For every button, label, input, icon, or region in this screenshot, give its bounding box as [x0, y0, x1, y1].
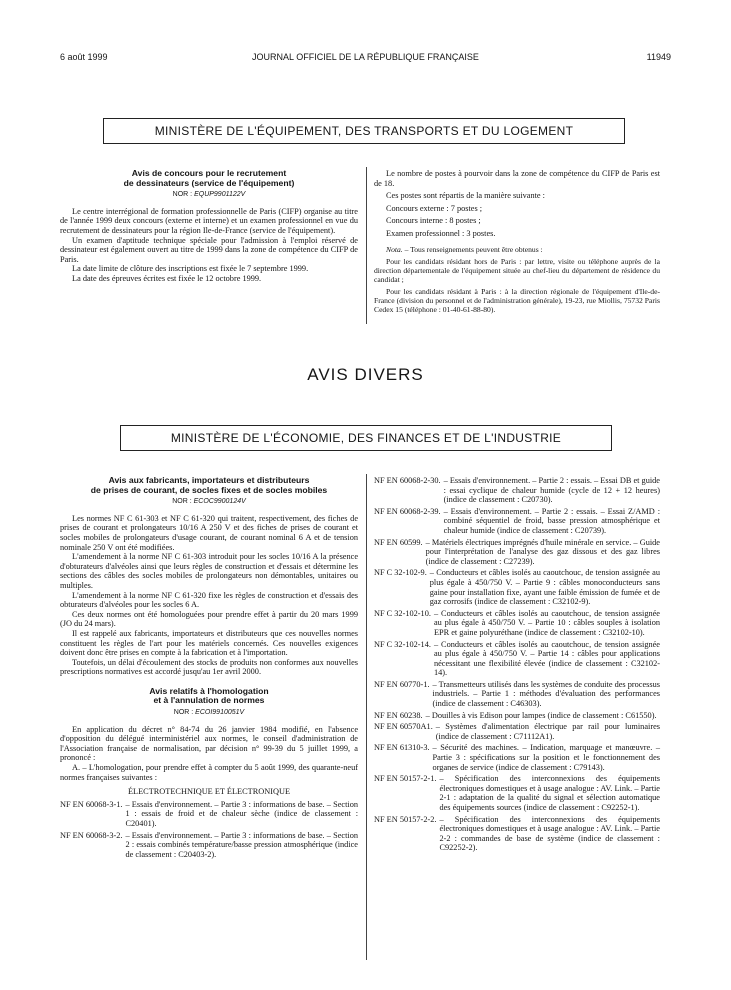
norm-description: – Sécurité des machines. – Indication, marquage et manœuvre. – Partie 3 : spécifications sur la position et le fonctionnement des organes de service (indice de classement : C79143). [432, 743, 660, 772]
norm-code: NF C 32-102-10. [374, 608, 431, 618]
left-column-lower [60, 476, 358, 861]
norm-code: NF EN 60068-2-39. [374, 506, 441, 516]
ministry-heading-equipement: MINISTÈRE DE L'ÉQUIPEMENT, DES TRANSPORTS ET DU LOGEMENT [103, 118, 625, 144]
norm-code: NF C 32-102-14. [374, 639, 431, 649]
norm-entry [374, 568, 660, 606]
norm-code: NF EN 60599. [374, 537, 423, 547]
norms-section-heading: ÉLECTROTECHNIQUE ET ÉLECTRONIQUE [127, 787, 291, 797]
paragraph: L'amendement à la norme NF C 61-303 introduit pour les socles 10/16 A la présence d'obturateurs d'alvéoles ainsi que leurs règles de construction et d'essais et détermine les sections des câbles des socles mobiles de prolongateurs non démontables, unitaires ou multiples. [60, 552, 358, 590]
norm-entry [374, 774, 660, 812]
norm-code: NF EN 60770-1. [374, 679, 430, 689]
note-line: Nota. – Tous renseignements peuvent être obtenus : [386, 244, 543, 254]
paragraph: Le nombre de postes à pourvoir dans la zone de compétence du CIFP de Paris est de 18. [374, 169, 660, 188]
norm-description: – Transmetteurs utilisés dans les systèmes de conduite des processus industriels. – Partie 1 : méthodes d'évaluation des performances (indice de classement : C46303). [432, 679, 660, 709]
norm-entry [374, 815, 660, 853]
norm-code: NF EN 50157-2-1. [374, 774, 437, 784]
norm-code: NF EN 60068-3-2. [60, 830, 123, 840]
norms-list-left [60, 800, 358, 860]
paragraph: Un examen d'aptitude technique spéciale pour l'admission à l'emploi réservé de dessinateur est également ouvert au titre de 1999 dans la zone de compétence du CIFP de Paris. [60, 235, 358, 264]
norm-entry [374, 609, 660, 638]
norm-description: – Spécification des interconnexions des équipements électroniques domestiques et à usage analogue : AV. Link. – Partie 2-2 : commandes de base de système (indice de classement : C92252-2). [439, 814, 660, 853]
paragraph: Il est rappelé aux fabricants, importateurs et distributeurs que ces nouvelles normes constituent les règles de l'art pour les matériels concernés. Ces nouvelles exigences doivent donc être prises en compte à la fabrication et à l'importation. [60, 628, 358, 658]
norm-code: NF EN 60570A1. [374, 722, 433, 732]
norm-entry [374, 538, 660, 567]
norm-entry [60, 800, 358, 829]
norm-entry [374, 476, 660, 505]
notice-concours-left [60, 169, 358, 284]
norm-description: – Douilles à vis Edison pour lampes (indice de classement : C61550). [425, 710, 657, 720]
header-journal-title: JOURNAL OFFICIEL DE LA RÉPUBLIQUE FRANÇAISE [252, 52, 479, 62]
norm-description: – Essais d'environnement. – Partie 2 : essais. – Essai Z/AMD : combiné séquentiel de froid, basse pression atmosphérique et chaleur humide (indice de classement : C20739). [443, 506, 660, 535]
section-heading-avis-divers: AVIS DIVERS [307, 365, 424, 384]
norm-code: NF EN 60068-2-30. [374, 476, 441, 485]
norm-description: – Spécification des interconnexions des équipements électroniques domestiques et à usage analogue : AV. Link. – Partie 2-1 : adaptation de la qualité du signal et sélection automatique des équipements sources (indice de classement : C92252-1). [439, 774, 660, 812]
norm-entry [374, 680, 660, 709]
nor-code: EQUP9901122V [194, 191, 246, 199]
notice-title-line2: et à l'annulation de normes [153, 695, 265, 706]
paragraph: La date des épreuves écrites est fixée le 12 octobre 1999. [72, 273, 262, 283]
right-column-lower [374, 476, 660, 855]
norm-description: – Essais d'environnement. – Partie 3 : informations de base. – Section 1 : essais de froid et de chaleur sèche (indice de classement : C20401). [125, 799, 358, 828]
nor-code: ECOI9910051V [195, 709, 245, 717]
norm-description: – Conducteurs et câbles isolés au caoutchouc, de tension assignée au plus égale à 450/750 V. – Partie 14 : câbles pour applications nécessitant une flexibilité élevée (indice de classement : C32102-14). [433, 639, 660, 678]
paragraph: Ces deux normes ont été homologuées pour prendre effet à partir du 20 mars 1999 (JO du 24 mars). [60, 609, 358, 629]
nor-reference: NOR : ECOC9900124V [172, 498, 246, 506]
norm-code: NF C 32-102-9. [374, 568, 427, 578]
notice-title-line2: de prises de courant, de socles fixes et de socles mobiles [90, 484, 328, 495]
norm-entry [60, 831, 358, 860]
paragraph: Toutefois, un délai d'écoulement des stocks de produits non conformes aux nouvelles prescriptions normatives est accordé jusqu'au 1er avril 2000. [60, 657, 358, 677]
paragraph: Examen professionnel : 3 postes. [386, 228, 496, 238]
norm-description: – Conducteurs et câbles isolés au caoutchouc, de tension assignée au plus égale à 450/750 V. – Partie 10 : câbles souples à isolation EPR et gaine polyuréthane (indice de classement : C32102-10). [433, 608, 660, 637]
norm-description: – Systèmes d'alimentation électrique par rail pour luminaires (indice de classement : C71112A1). [435, 722, 660, 741]
norm-code: NF EN 60068-3-1. [60, 799, 123, 809]
notice-title-line1: Avis relatifs à l'homologation [149, 685, 269, 696]
norm-code: NF EN 60238. [374, 710, 423, 720]
nor-code: ECOC9900124V [193, 498, 246, 506]
notice-title-line1: Avis de concours pour le recrutement [131, 168, 287, 178]
paragraph: Concours externe : 7 postes ; [386, 203, 483, 213]
norm-description: – Conducteurs et câbles isolés au caoutchouc, de tension assignée au plus égale à 450/750 V. – Partie 9 : câbles monoconducteurs sans gaine pour installation fixe, ayant une faible émission de fumée et de gaz corrosifs (indice de classement : C32102-9). [429, 568, 660, 607]
norm-entry [374, 640, 660, 678]
notice-title-line1: Avis aux fabricants, importateurs et distributeurs [108, 475, 310, 485]
nor-reference: NOR : EQUP9901122V [172, 191, 246, 199]
norm-entry [374, 507, 660, 536]
paragraph: Concours interne : 8 postes ; [386, 216, 481, 226]
paragraph: Ces postes sont répartis de la manière suivante : [386, 191, 545, 201]
header-page-number: 11949 [646, 52, 671, 62]
note-paragraph: Pour les candidats résidant à Paris : à la direction régionale de l'équipement d'Ile-de-France (division du personnel et de l'administration générale), 19-23, rue Miollis, 75732 Paris Cedex 15 (téléphone : 01-40-61-88-80). [374, 286, 660, 314]
norm-entry [374, 722, 660, 741]
paragraph: En application du décret n° 84-74 du 26 janvier 1984 modifié, en l'absence d'opposition du délégué interministériel aux normes, le conseil d'administration de l'Association française de normalisation, par décision n° 99-39 du 5 juillet 1999, a prononcé : [60, 724, 358, 763]
column-divider [366, 167, 367, 324]
page-header [60, 52, 671, 66]
paragraph: Les normes NF C 61-303 et NF C 61-320 qui traitent, respectivement, des fiches de prises de courant et prolongateurs 10/16 A 250 V et des fiches de prises de courant et socles mobiles de prolongateurs d'usage courant, de courant nominal 6 A et de tension nominale 250 V ont été modifiées. [60, 513, 358, 552]
nor-reference: NOR : ECOI9910051V [173, 709, 245, 717]
paragraph: A. – L'homologation, pour prendre effet à compter du 5 août 1999, des quarante-neuf normes françaises suivantes : [60, 763, 358, 782]
paragraph: L'amendement à la norme NF C 61-320 fixe les règles de construction et d'essais des obturateurs d'alvéoles pour les socles 6 A. [60, 590, 358, 610]
paragraph: Le centre interrégional de formation professionnelle de Paris (CIFP) organise au titre de l'année 1999 deux concours (externe et interne) et un examen professionnel en vue du recrutement de dessinateurs pour la région Ile-de-France (service de l'équipement). [60, 206, 358, 235]
paragraph: La date limite de clôture des inscriptions est fixée le 7 septembre 1999. [72, 264, 309, 274]
norm-description: – Essais d'environnement. – Partie 3 : informations de base. – Section 2 : essais combinés température/basse pression atmosphérique (indice de classement : C20403-2). [125, 830, 358, 859]
note-paragraph: Pour les candidats résidant hors de Paris : par lettre, visite ou téléphone auprès de la direction départementale de l'équipement située au chef-lieu du département de résidence du candidat ; [374, 256, 660, 284]
norm-code: NF EN 61310-3. [374, 743, 430, 753]
column-divider [366, 474, 367, 960]
notice-concours-right [374, 169, 660, 314]
norm-code: NF EN 50157-2-2. [374, 814, 437, 824]
norm-entry [374, 711, 660, 721]
norm-description: – Essais d'environnement. – Partie 2 : essais. – Essai DB et guide : essai cyclique de chaleur humide (cycle de 12 + 12 heures) (indice de classement : C20730). [443, 476, 660, 505]
ministry-heading-economie: MINISTÈRE DE L'ÉCONOMIE, DES FINANCES ET DE L'INDUSTRIE [120, 425, 612, 451]
norm-description: – Matériels électriques imprégnés d'huile minérale en service. – Guide pour l'interprétation de l'analyse des gaz dissous et des gaz libres (indice de classement : C27239). [425, 537, 660, 566]
norm-entry [374, 743, 660, 772]
notice-title-line2: de dessinateurs (service de l'équipement) [123, 177, 295, 188]
header-date: 6 août 1999 [60, 52, 108, 62]
